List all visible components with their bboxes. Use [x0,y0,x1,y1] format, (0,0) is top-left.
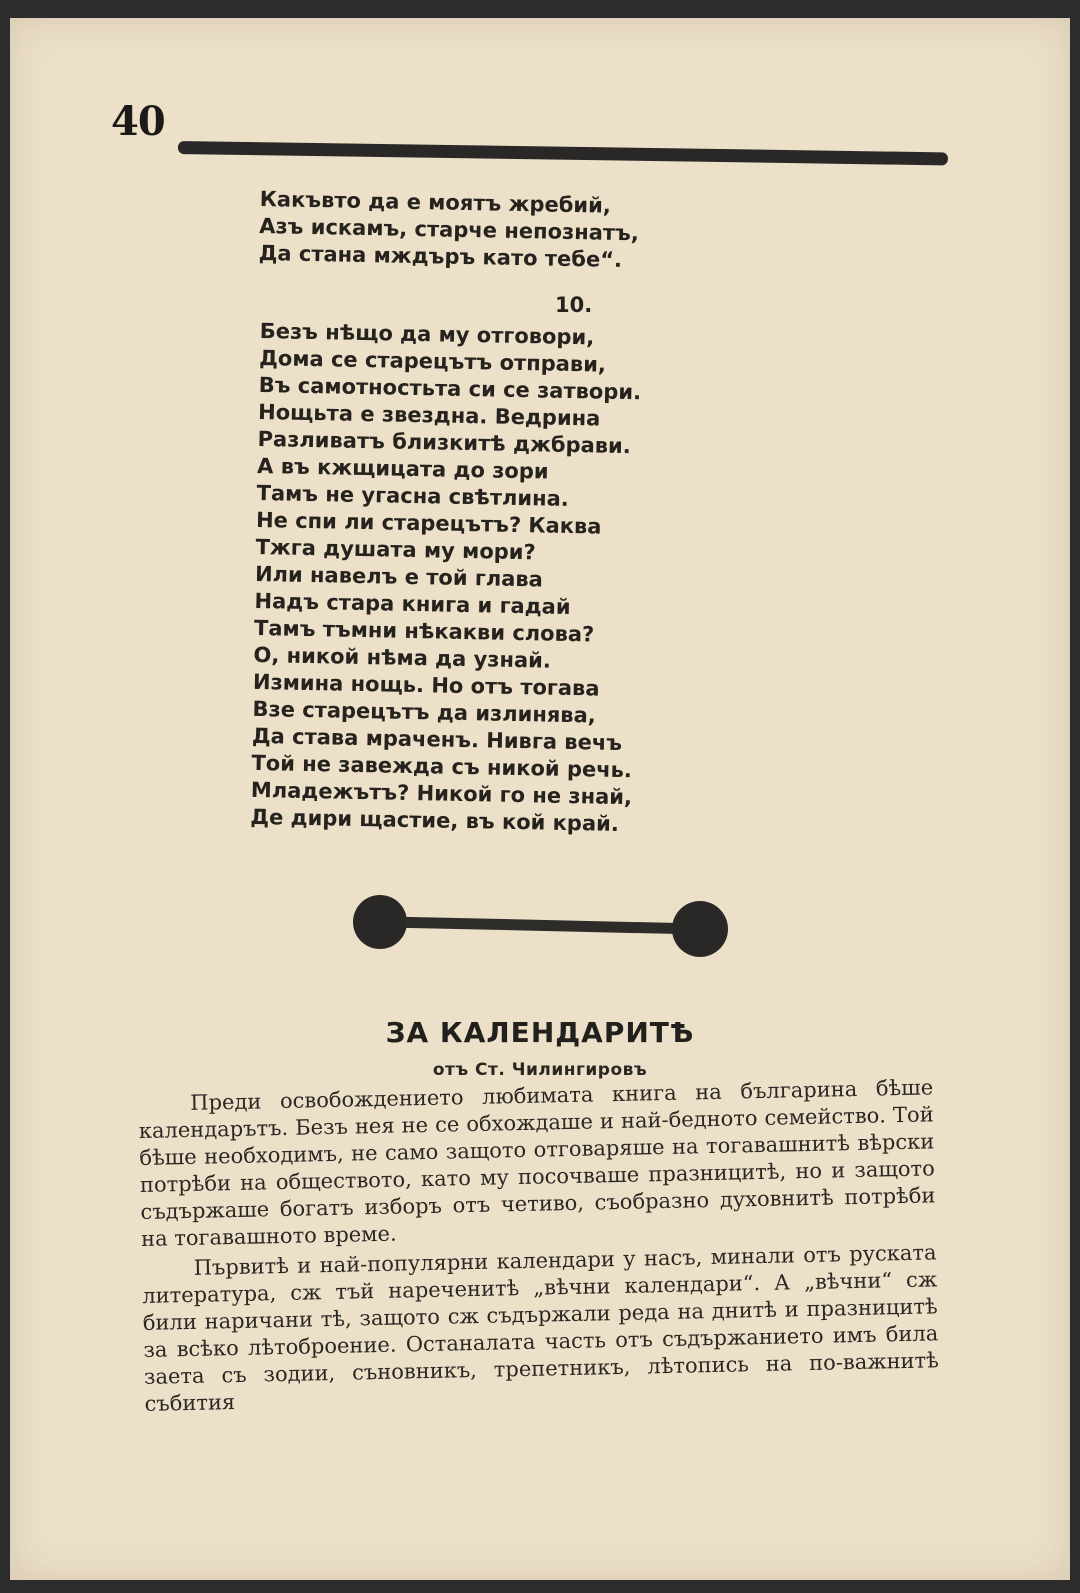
poem-line: Де дири щастие, въ кой край. [250,804,620,836]
section-divider-ornament [350,888,740,968]
page-number: 40 [111,98,165,145]
poem-line: Младежътъ? Никой го не знай, [250,777,633,810]
poem-line: Безъ нѣщо да му отговори, [259,318,595,350]
article-byline: отъ Ст. Чилингировъ [432,1060,648,1080]
article-title: ЗА КАЛЕНДАРИТѢ [385,1016,695,1049]
poem-line: Той не завежда съ никой речь. [251,750,633,783]
poem-line: Тамъ не угасна свѣтлина. [256,480,570,511]
ornament-bar [405,917,685,934]
poem-line: Не спи ли старецътъ? Каква [255,507,602,539]
poem-line: Въ самотностьта си се затвори. [258,372,642,405]
poem-line: Азъ искамъ, старче непознатъ, [259,213,640,246]
poem-line: А въ кжщицата до зори [256,453,549,484]
stanza-number: 10. [555,293,593,317]
book-page [10,18,1070,1580]
poem-line: Да става мраченъ. Нивга вечъ [251,723,623,756]
poem-line: Разливатъ близкитѣ джбрави. [257,426,631,459]
poem-line: Дома се старецътъ отправи, [259,345,607,377]
article-body [138,1074,940,1421]
poem-line: Или навелъ е той глава [254,561,544,592]
poem-line: Тжга душата му мори? [255,534,536,565]
article-paragraph: Първитѣ и най-популярни календари у насъ, минали отъ руската литература, сж тъй нареченитѣ „вѣчни календари“. А „вѣчни“ сж били наричани тѣ, защото сж съдържали реда на днитѣ и празницитѣ за всѣко лѣтоброение. Останалата часть отъ съдържанието имъ била заета съ зодии, съновникъ, трепетникъ, лѣтопись на по-важнитѣ събития [142,1240,940,1416]
poem-stanza-10 [250,318,720,840]
poem-line: Тамъ тъмни нѣкакви слова? [253,615,595,647]
ornament-left-dot [353,895,407,949]
poem-line: Какъвто да е моятъ жребий, [259,186,612,218]
poem-line: О, никой нѣма да узнай. [253,642,552,673]
poem-line: Надъ стара книга и гадай [254,588,571,620]
poem-stanza-9-end [258,186,719,276]
poem-line: Нощьта е звездна. Ведрина [257,399,601,431]
ornament-right-dot [672,901,728,957]
header-rule [178,141,948,165]
poem-line: Измина нощь. Но отъ тогава [252,669,600,701]
poem-line: Да стана мждъръ като тебе“. [258,240,623,272]
article-paragraph: Преди освобождението любимата книга на българина бѣше календарътъ. Безъ нея не се обхождаше и най-бедното семейство. Той бѣше необходимъ, не само защото отговаряше на тогавашнитѣ вѣрски потрѣби на обществото, като му посочваше празницитѣ, но и защото съдържаше богатъ изборъ отъ четиво, съобразно духовнитѣ потрѣби на тогавашното време. [138,1075,936,1251]
poem-line: Взе старецътъ да излинява, [252,696,596,728]
